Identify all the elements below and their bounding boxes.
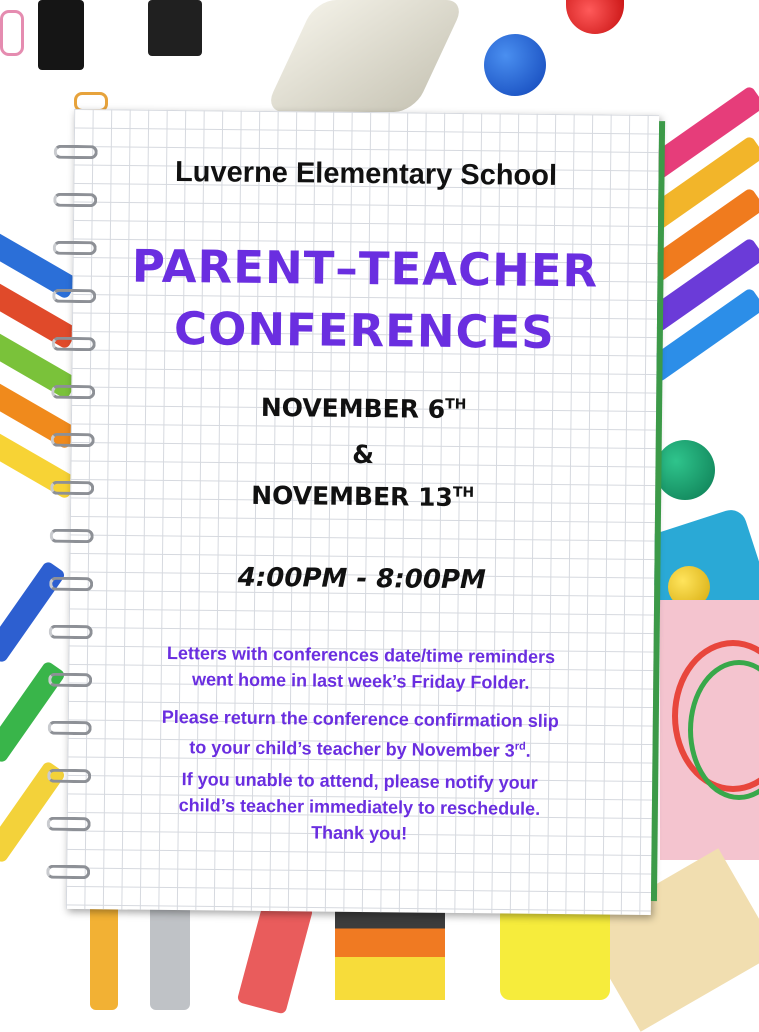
highlighter-icon xyxy=(500,905,610,1000)
school-name: Luverne Elementary School xyxy=(174,156,558,193)
date-2-suffix: TH xyxy=(452,484,475,501)
reschedule-note xyxy=(67,765,653,849)
pencil-icon xyxy=(0,560,66,664)
date-1-text: NOVEMBER 6 xyxy=(260,392,446,424)
sticky-notes-icon xyxy=(335,905,445,1000)
pencil-icon xyxy=(90,900,118,1010)
binder-clip-icon xyxy=(38,0,84,70)
binder-clip-icon xyxy=(148,0,202,56)
spiral-ring xyxy=(49,625,93,639)
title-line-1: PARENT–TEACHER xyxy=(131,239,599,298)
reminder-note xyxy=(68,639,654,697)
title-line-2: CONFERENCES xyxy=(173,302,555,360)
return-slip-period: . xyxy=(525,740,531,761)
conference-date-1 xyxy=(71,391,656,426)
reminder-line-2: went home in last week’s Friday Folder. xyxy=(191,669,530,693)
eraser-icon xyxy=(237,895,314,1014)
date-1-suffix: TH xyxy=(445,396,467,413)
notebook-page xyxy=(66,109,659,915)
return-slip-line-1: Please return the conference confirmation slip xyxy=(161,706,559,732)
return-slip-suffix: rd xyxy=(514,740,526,753)
reminder-line-1: Letters with conferences date/time reminders xyxy=(166,642,556,668)
thank-you: Thank you! xyxy=(311,822,408,844)
return-slip-note xyxy=(67,703,653,765)
paperclip-icon xyxy=(0,10,24,56)
spiral-ring xyxy=(46,865,90,879)
pen-icon xyxy=(150,900,190,1010)
date-2-text: NOVEMBER 13 xyxy=(251,480,454,512)
reschedule-line-1: If you unable to attend, please notify your xyxy=(181,769,538,793)
date-ampersand: & xyxy=(352,439,375,470)
spiral-ring xyxy=(53,193,97,207)
return-slip-line-2 xyxy=(67,729,652,765)
page-title xyxy=(72,235,658,365)
pushpin-icon xyxy=(566,0,624,34)
reschedule-line-2: child’s teacher immediately to reschedule. xyxy=(178,795,541,819)
scissors-blade-icon xyxy=(264,0,466,112)
spiral-ring xyxy=(50,529,94,543)
return-slip-line-2-text: to your child’s teacher by November 3 xyxy=(189,737,515,761)
pushpin-icon xyxy=(484,34,546,96)
pushpin-icon xyxy=(655,440,715,500)
conference-date-2 xyxy=(70,479,655,514)
conference-time: 4:00PM - 8:00PM xyxy=(237,562,486,596)
